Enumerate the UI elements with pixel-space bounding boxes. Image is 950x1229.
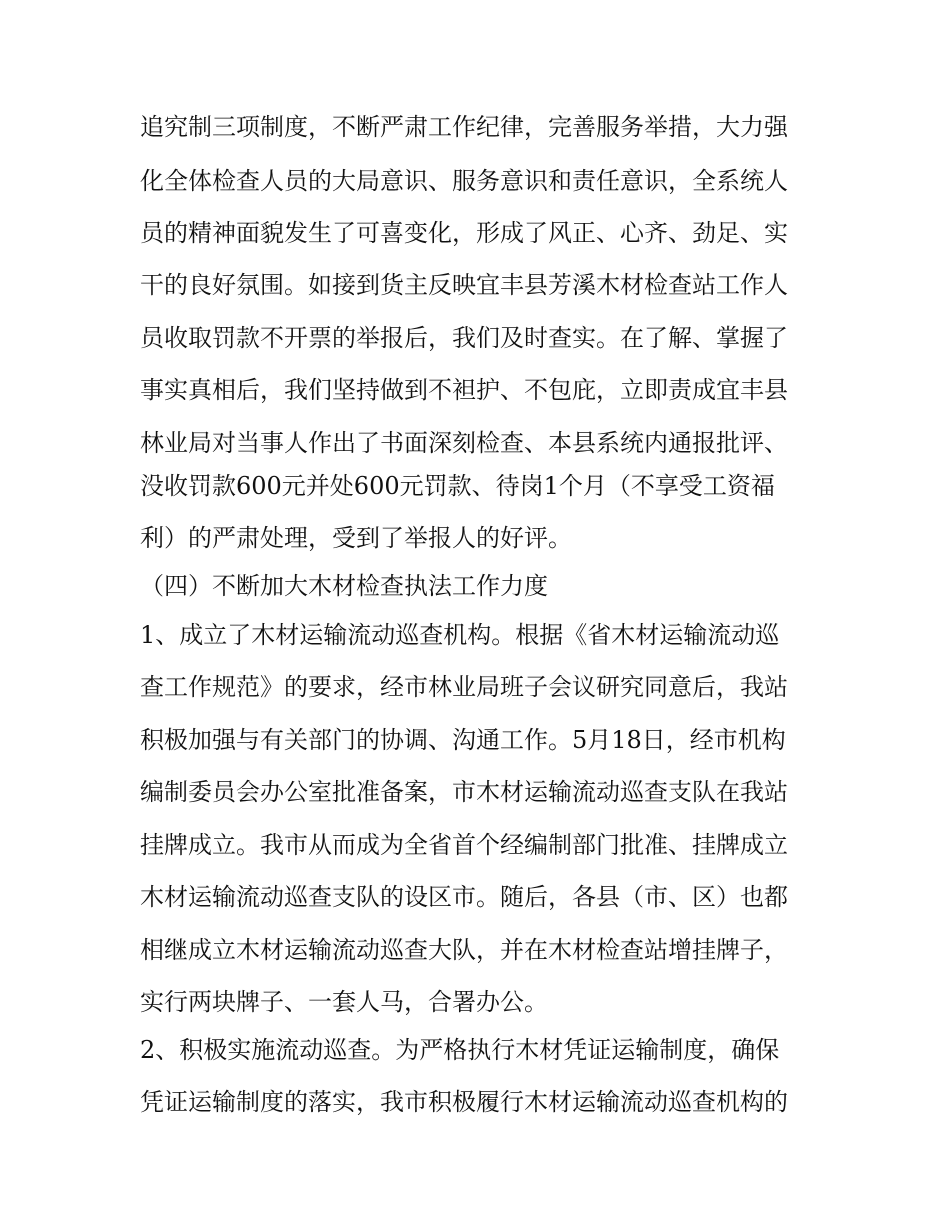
text-line: 查工作规范》的要求，经市林业局班子会议研究同意后，我站: [140, 673, 788, 701]
text-line: 利）的严肃处理，受到了举报人的好评。: [140, 524, 572, 552]
text-line: 挂牌成立。我市从而成为全省首个经编制部门批准、挂牌成立: [140, 831, 788, 859]
text-line: 干的良好氛围。如接到货主反映宜丰县芳溪木材检查站工作人: [140, 271, 788, 299]
text-line: 没收罚款600元并处600元罚款、待岗1个月（不享受工资福: [140, 472, 775, 500]
text-line: 编制委员会办公室批准备案，市木材运输流动巡查支队在我站: [140, 778, 788, 806]
text-line: 林业局对当事人作出了书面深刻检查、本县系统内通报批评、: [140, 429, 788, 457]
text-line: 凭证运输制度的落实，我市积极履行木材运输流动巡查机构的: [140, 1088, 788, 1116]
text-line: 相继成立木材运输流动巡查大队，并在木材检查站增挂牌子，: [140, 936, 788, 964]
text-line: 员收取罚款不开票的举报后，我们及时查实。在了解、掌握了: [140, 324, 788, 352]
text-line: 积极加强与有关部门的协调、沟通工作。5月18日，经市机构: [140, 726, 786, 754]
text-line: 木材运输流动巡查支队的设区市。随后，各县（市、区）也都: [140, 883, 788, 911]
text-line: 员的精神面貌发生了可喜变化，形成了风正、心齐、劲足、实: [140, 219, 788, 247]
text-line: 2、积极实施流动巡查。为严格执行木材凭证运输制度，确保: [140, 1036, 780, 1064]
text-line: 1、成立了木材运输流动巡查机构。根据《省木材运输流动巡: [140, 621, 780, 649]
text-line: 事实真相后，我们坚持做到不袒护、不包庇，立即责成宜丰县: [140, 376, 788, 404]
text-line: 化全体检查人员的大局意识、服务意识和责任意识，全系统人: [140, 167, 788, 195]
text-line: 追究制三项制度，不断严肃工作纪律，完善服务举措，大力强: [140, 113, 788, 141]
text-line: 实行两块牌子、一套人马，合署办公。: [140, 988, 548, 1016]
section-heading: （四）不断加大木材检查执法工作力度: [140, 572, 548, 600]
